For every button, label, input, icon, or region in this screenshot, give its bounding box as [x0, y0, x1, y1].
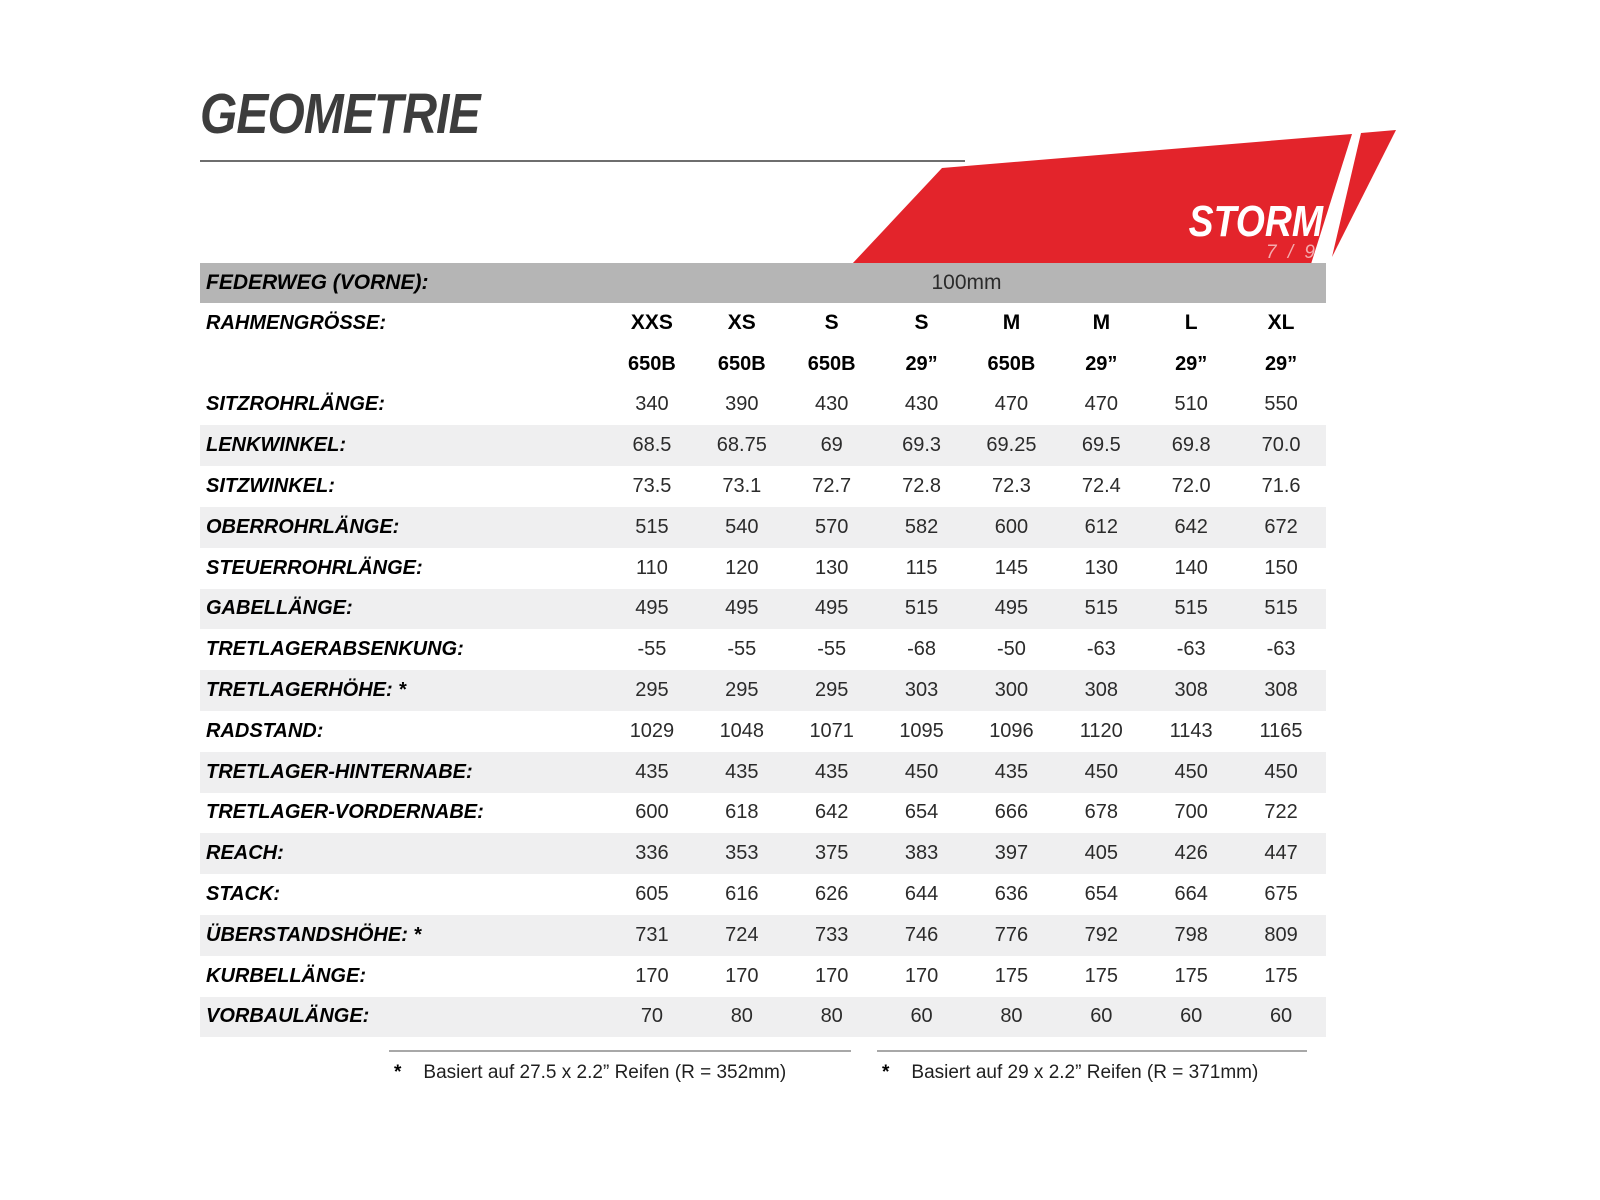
value-cell: 495	[725, 597, 759, 620]
table-row	[200, 793, 1326, 834]
value-cell: 308	[1084, 679, 1118, 702]
wheel-header-2: 650B	[717, 352, 766, 375]
row-label: OBERROHRLÄNGE:	[206, 515, 400, 538]
page-indicator: 7 / 9	[1266, 242, 1318, 263]
row-label: LENKWINKEL:	[206, 434, 346, 457]
table-row	[200, 629, 1326, 670]
value-cell: -63	[1086, 638, 1116, 661]
table-row	[200, 874, 1326, 915]
value-cell: 1120	[1079, 719, 1123, 742]
wheel-header-5: 650B	[987, 352, 1036, 375]
value-cell: 68.75	[716, 434, 767, 457]
value-cell: 515	[904, 597, 939, 620]
value-cell: 654	[1084, 883, 1118, 906]
value-cell: 515	[1174, 597, 1208, 620]
value-cell: 175	[1174, 964, 1208, 987]
value-cell: 722	[1264, 801, 1298, 824]
value-cell: 798	[1174, 923, 1208, 946]
footnote-29er	[877, 1050, 1307, 1084]
row-label: VORBAULÄNGE:	[206, 1005, 370, 1028]
footnote-asterisk: *	[882, 1062, 890, 1083]
value-cell: 1048	[719, 719, 765, 742]
value-cell: 809	[1264, 923, 1298, 946]
table-row	[200, 752, 1326, 793]
wheel-size-row	[200, 344, 1326, 385]
value-cell: 140	[1174, 556, 1208, 579]
table-row	[200, 711, 1326, 752]
value-cell: 308	[1174, 679, 1208, 702]
value-cell: 600	[994, 515, 1029, 538]
value-cell: 672	[1264, 515, 1298, 538]
value-cell: 495	[815, 597, 849, 620]
footnote-asterisk: *	[394, 1062, 402, 1083]
wheel-header-4: 29”	[905, 352, 938, 375]
value-cell: 435	[815, 760, 849, 783]
value-cell: 130	[815, 556, 849, 579]
value-cell: 1071	[809, 719, 854, 742]
value-cell: 73.5	[632, 475, 672, 498]
value-cell: 397	[994, 842, 1029, 865]
value-cell: 70.0	[1261, 434, 1301, 457]
value-cell: -68	[907, 638, 937, 661]
value-cell: 605	[635, 883, 669, 906]
value-cell: -55	[727, 638, 757, 661]
suspension-travel-bar	[200, 263, 1326, 303]
table-row	[200, 507, 1326, 548]
suspension-value: 100mm	[931, 271, 1002, 294]
value-cell: 430	[904, 393, 939, 416]
value-cell: 175	[994, 964, 1029, 987]
value-cell: 582	[904, 515, 939, 538]
value-cell: 515	[1084, 597, 1118, 620]
frame-size-label: RAHMENGRÖSSE:	[206, 311, 387, 334]
value-cell: 80	[820, 1005, 843, 1028]
table-row	[200, 997, 1326, 1038]
value-cell: 71.6	[1261, 475, 1301, 498]
value-cell: 60	[1090, 1005, 1113, 1028]
value-cell: 515	[635, 515, 669, 538]
size-header-7: L	[1184, 311, 1198, 335]
value-cell: 68.5	[632, 434, 672, 457]
value-cell: 72.3	[991, 475, 1031, 498]
value-cell: 73.1	[722, 475, 762, 498]
value-cell: 145	[994, 556, 1029, 579]
value-cell: 175	[1084, 964, 1118, 987]
value-cell: 430	[815, 393, 849, 416]
value-cell: 295	[635, 679, 669, 702]
value-cell: 642	[815, 801, 849, 824]
wheel-header-1: 650B	[628, 352, 676, 375]
size-header-5: M	[1002, 311, 1021, 335]
value-cell: 340	[635, 393, 669, 416]
value-cell: 618	[725, 801, 759, 824]
value-cell: 69.25	[986, 434, 1037, 457]
wheel-header-3: 650B	[807, 352, 856, 375]
table-row	[200, 670, 1326, 711]
row-label: GABELLÄNGE:	[206, 597, 353, 620]
value-cell: 733	[815, 923, 849, 946]
value-cell: 675	[1264, 883, 1298, 906]
value-cell: 435	[635, 760, 669, 783]
row-label: TRETLAGERHÖHE: *	[206, 679, 406, 702]
row-label: KURBELLÄNGE:	[206, 964, 366, 987]
row-label: TRETLAGERABSENKUNG:	[206, 638, 464, 661]
value-cell: 724	[725, 923, 759, 946]
value-cell: 515	[1264, 597, 1298, 620]
table-row	[200, 956, 1326, 997]
value-cell: 60	[1269, 1005, 1293, 1028]
value-cell: 654	[904, 801, 939, 824]
row-label: ÜBERSTANDSHÖHE: *	[206, 923, 422, 946]
size-header-2: XS	[727, 311, 756, 335]
size-header-3: S	[824, 311, 839, 335]
value-cell: 130	[1084, 556, 1118, 579]
value-cell: 450	[904, 760, 939, 783]
value-cell: 69.5	[1081, 434, 1121, 457]
value-cell: 678	[1084, 801, 1118, 824]
table-row	[200, 548, 1326, 589]
row-label: RADSTAND:	[206, 719, 324, 742]
value-cell: 644	[904, 883, 939, 906]
geometry-rows	[200, 385, 1326, 1038]
suspension-label: FEDERWEG (VORNE):	[206, 271, 429, 294]
value-cell: 150	[1264, 556, 1298, 579]
value-cell: 1029	[629, 719, 675, 742]
value-cell: 383	[904, 842, 939, 865]
value-cell: 612	[1084, 515, 1118, 538]
value-cell: 300	[994, 679, 1029, 702]
value-cell: 600	[635, 801, 669, 824]
value-cell: 626	[815, 883, 849, 906]
page-title: GEOMETRIE	[200, 82, 480, 146]
table-row	[200, 915, 1326, 956]
frame-size-row	[200, 303, 1326, 344]
value-cell: 495	[994, 597, 1029, 620]
value-cell: 110	[635, 556, 668, 579]
value-cell: 295	[725, 679, 759, 702]
footnote-text: Basiert auf 29 x 2.2” Reifen (R = 371mm)	[911, 1062, 1259, 1083]
value-cell: 170	[904, 964, 939, 987]
value-cell: 295	[815, 679, 849, 702]
value-cell: 510	[1174, 393, 1208, 416]
value-cell: 72.8	[902, 475, 942, 498]
value-cell: 700	[1174, 801, 1208, 824]
value-cell: 450	[1084, 760, 1118, 783]
value-cell: 731	[635, 923, 669, 946]
value-cell: 1143	[1169, 719, 1213, 742]
value-cell: 450	[1264, 760, 1298, 783]
value-cell: 746	[904, 923, 939, 946]
value-cell: 450	[1174, 760, 1208, 783]
footnote-650b	[389, 1050, 851, 1084]
value-cell: 375	[815, 842, 849, 865]
value-cell: -55	[817, 638, 847, 661]
value-cell: 435	[994, 760, 1029, 783]
value-cell: 336	[635, 842, 669, 865]
value-cell: 170	[725, 964, 759, 987]
size-header-4: S	[914, 311, 929, 335]
value-cell: 60	[910, 1005, 933, 1028]
value-cell: 308	[1264, 679, 1298, 702]
value-cell: 120	[725, 556, 759, 579]
value-cell: 570	[815, 515, 849, 538]
value-cell: 390	[725, 393, 759, 416]
value-cell: 175	[1264, 964, 1298, 987]
row-label: SITZWINKEL:	[206, 475, 335, 498]
value-cell: 664	[1174, 883, 1208, 906]
value-cell: 435	[725, 760, 759, 783]
value-cell: 80	[1000, 1005, 1023, 1028]
value-cell: 70	[640, 1005, 664, 1028]
value-cell: 470	[1084, 393, 1118, 416]
value-cell: 447	[1264, 842, 1298, 865]
table-row	[200, 385, 1326, 426]
table-row	[200, 833, 1326, 874]
value-cell: 666	[994, 801, 1029, 824]
value-cell: 1095	[899, 719, 944, 742]
value-cell: -55	[637, 638, 667, 661]
value-cell: -50	[996, 638, 1026, 661]
value-cell: 1165	[1259, 719, 1303, 742]
value-cell: 72.4	[1081, 475, 1121, 498]
value-cell: 115	[905, 556, 938, 579]
value-cell: 616	[725, 883, 759, 906]
table-row	[200, 589, 1326, 630]
value-cell: 470	[994, 393, 1029, 416]
value-cell: 405	[1084, 842, 1118, 865]
row-label: TRETLAGER-VORDERNABE:	[206, 801, 484, 824]
table-row	[200, 425, 1326, 466]
value-cell: 72.7	[812, 475, 852, 498]
value-cell: 642	[1174, 515, 1208, 538]
row-label: TRETLAGER-HINTERNABE:	[206, 760, 473, 783]
model-name-label: STORM	[1188, 197, 1323, 246]
wheel-header-7: 29”	[1175, 352, 1208, 375]
geometry-table	[200, 303, 1326, 1037]
row-label: REACH:	[206, 842, 284, 865]
size-header-1: XXS	[630, 311, 673, 335]
value-cell: 69.8	[1171, 434, 1211, 457]
value-cell: 69	[820, 434, 843, 457]
row-label: STEUERROHRLÄNGE:	[206, 556, 423, 579]
value-cell: 550	[1264, 393, 1298, 416]
value-cell: 170	[815, 964, 849, 987]
value-cell: 426	[1174, 842, 1208, 865]
value-cell: 60	[1180, 1005, 1203, 1028]
row-label: SITZROHRLÄNGE:	[206, 393, 385, 416]
row-label: STACK:	[206, 883, 281, 906]
value-cell: 1096	[989, 719, 1034, 742]
wheel-header-8: 29”	[1264, 352, 1298, 375]
value-cell: 72.0	[1171, 475, 1211, 498]
value-cell: -63	[1176, 638, 1206, 661]
footnote-text: Basiert auf 27.5 x 2.2” Reifen (R = 352mm)	[423, 1062, 787, 1083]
wheel-header-6: 29”	[1085, 352, 1118, 375]
value-cell: 495	[635, 597, 669, 620]
value-cell: 80	[730, 1005, 753, 1028]
value-cell: -63	[1266, 638, 1296, 661]
size-header-8: XL	[1267, 311, 1295, 335]
value-cell: 540	[725, 515, 759, 538]
value-cell: 353	[725, 842, 759, 865]
value-cell: 69.3	[902, 434, 942, 457]
size-header-6: M	[1092, 311, 1111, 335]
value-cell: 776	[994, 923, 1029, 946]
value-cell: 792	[1084, 923, 1118, 946]
table-row	[200, 466, 1326, 507]
value-cell: 303	[904, 679, 939, 702]
value-cell: 170	[635, 964, 669, 987]
value-cell: 636	[994, 883, 1029, 906]
